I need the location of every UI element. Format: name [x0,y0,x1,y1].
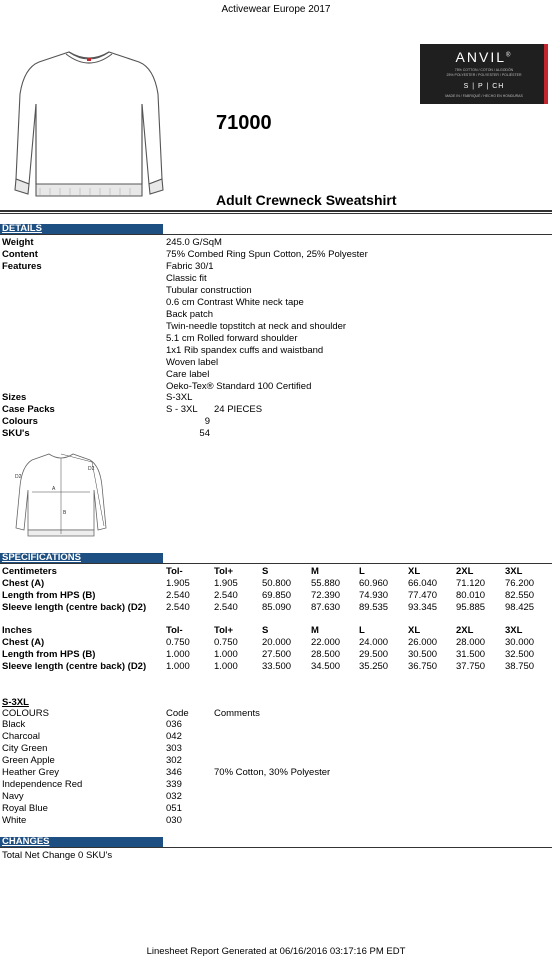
spec-cell: 22.000 [311,637,341,648]
catalog-title: Activewear Europe 2017 [221,4,331,15]
spec-header: 2XL [456,566,474,577]
spec-cell: 37.750 [456,661,486,672]
spec-cell: 72.390 [311,590,341,601]
weight-value: 245.0 G/SqM [166,237,222,248]
feature-item: Back patch [166,309,213,320]
weight-label: Weight [2,237,34,248]
spec-cell: 85.090 [262,602,292,613]
spec-row-label: Length from HPS (B) [2,590,96,601]
spec-header: S [262,566,269,577]
spec-cell: 76.200 [505,578,535,589]
changes-text: Total Net Change 0 SKU's [2,850,113,861]
spec-cell: 95.885 [456,602,486,613]
spec-cell: 34.500 [311,661,341,672]
feature-item: Oeko-Tex® Standard 100 Certified [166,381,312,392]
colour-name: Navy [2,791,24,802]
spec-header: Tol- [166,566,183,577]
spec-cell: 20.000 [262,637,292,648]
colours-count: 9 [204,416,210,427]
spec-cell: 87.630 [311,602,341,613]
colour-name: Green Apple [2,755,55,766]
colour-name: City Green [2,743,48,754]
spec-cell: 2.540 [214,590,238,601]
spec-header: 2XL [456,625,474,636]
feature-item: Classic fit [166,273,207,284]
colour-code: 032 [166,791,182,802]
code-header: Code [166,708,189,719]
spec-cell: 1.000 [166,649,190,660]
svg-text:A: A [52,486,56,492]
spec-cell: 35.250 [359,661,389,672]
spec-cell: 74.930 [359,590,389,601]
feature-item: Care label [166,369,210,380]
sweatshirt-illustration [14,44,164,204]
colours-label: Colours [2,416,38,427]
spec-header: S [262,625,269,636]
colour-name: Heather Grey [2,767,60,778]
colour-name: White [2,815,27,826]
spec-cell: 98.425 [505,602,535,613]
feature-item: 1x1 Rib spandex cuffs and waistband [166,345,324,356]
spec-cell: 1.000 [166,661,190,672]
feature-item: Twin-needle topstitch at neck and shoulder [166,321,347,332]
spec-cell: 82.550 [505,590,535,601]
spec-cell: 2.540 [166,602,190,613]
spec-header: Inches [2,625,33,636]
spec-cell: 55.880 [311,578,341,589]
spec-cell: 2.540 [166,590,190,601]
spec-cell: 24.000 [359,637,389,648]
changes-section-header: CHANGES [0,837,163,848]
feature-item: 0.6 cm Contrast White neck tape [166,297,304,308]
spec-cell: 30.000 [505,637,535,648]
case-packs-qty: 24 PIECES [214,404,263,415]
feature-item: Woven label [166,357,219,368]
details-section-header: DETAILS [0,224,163,235]
spec-cell: 1.905 [214,578,238,589]
spec-cell: 30.500 [408,649,438,660]
specifications-section-header: SPECIFICATIONS [0,553,163,564]
spec-cell: 1.905 [166,578,190,589]
spec-header: M [311,566,319,577]
colours-size-range: S-3XL [2,697,29,708]
spec-row-label: Sleeve length (centre back) (D2) [2,661,147,672]
measurement-diagram [14,448,109,543]
features-label: Features [2,261,42,272]
spec-cell: 2.540 [214,602,238,613]
spec-row-label: Chest (A) [2,637,45,648]
spec-header: XL [408,625,421,636]
spec-row-label: Sleeve length (centre back) (D2) [2,602,147,613]
spec-cell: 38.750 [505,661,535,672]
anvil-logo: ANVIL® 75% COTTON / COTON / ALGODÓN 25% POLYESTER / POLYESTER / POLIÉSTER S | P | CH MADE IN / FABRIQUÉ / HECHO EN HONDURAS [420,44,548,104]
spec-cell: 33.500 [262,661,292,672]
spec-header: L [359,625,365,636]
spec-cell: 50.800 [262,578,292,589]
spec-cell: 1.000 [214,649,238,660]
feature-item: 5.1 cm Rolled forward shoulder [166,333,298,344]
svg-text:D2: D2 [15,474,22,480]
title-divider [0,210,552,212]
style-name: Adult Crewneck Sweatshirt [216,192,397,208]
spec-cell: 31.500 [456,649,486,660]
style-number: 71000 [216,112,272,134]
colour-code: 303 [166,743,182,754]
svg-text:D2: D2 [88,466,95,472]
spec-header: Tol+ [214,566,234,577]
spec-header: XL [408,566,421,577]
colour-code: 346 [166,767,182,778]
spec-cell: 28.000 [456,637,486,648]
comments-header: Comments [214,708,260,719]
spec-cell: 80.010 [456,590,486,601]
spec-header: M [311,625,319,636]
spec-cell: 1.000 [214,661,238,672]
skus-count: 54 [199,428,210,439]
colour-code: 302 [166,755,182,766]
spec-cell: 0.750 [166,637,190,648]
sizes-value: S-3XL [166,392,193,403]
colour-name: Royal Blue [2,803,48,814]
spec-cell: 66.040 [408,578,438,589]
case-packs-label: Case Packs [2,404,55,415]
spec-row-label: Length from HPS (B) [2,649,96,660]
colour-code: 030 [166,815,182,826]
spec-cell: 69.850 [262,590,292,601]
neck-label-icon [87,58,91,61]
colour-comment: 70% Cotton, 30% Polyester [214,767,331,778]
content-value: 75% Combed Ring Spun Cotton, 25% Polyester [166,249,368,260]
feature-item: Tubular construction [166,285,252,296]
spec-header: Centimeters [2,566,57,577]
report-footer: Linesheet Report Generated at 06/16/2016 03:17:16 PM EDT [146,946,406,957]
spec-header: 3XL [505,566,523,577]
spec-cell: 36.750 [408,661,438,672]
sizes-label: Sizes [2,392,27,403]
skus-label: SKU's [2,428,30,439]
spec-cell: 77.470 [408,590,438,601]
spec-cell: 27.500 [262,649,292,660]
colour-name: Black [2,719,26,730]
colour-code: 042 [166,731,182,742]
spec-cell: 71.120 [456,578,486,589]
colour-code: 036 [166,719,182,730]
feature-item: Fabric 30/1 [166,261,214,272]
content-label: Content [2,249,38,260]
spec-cell: 26.000 [408,637,438,648]
svg-text:B: B [63,510,67,516]
colours-header: COLOURS [2,708,49,719]
spec-cell: 29.500 [359,649,389,660]
spec-cell: 93.345 [408,602,438,613]
spec-cell: 32.500 [505,649,535,660]
spec-cell: 60.960 [359,578,389,589]
spec-row-label: Chest (A) [2,578,45,589]
spec-cell: 89.535 [359,602,389,613]
case-packs-range: S - 3XL [166,404,198,415]
spec-header: 3XL [505,625,523,636]
spec-cell: 0.750 [214,637,238,648]
colour-name: Charcoal [2,731,41,742]
spec-header: Tol- [166,625,183,636]
spec-header: Tol+ [214,625,234,636]
spec-cell: 28.500 [311,649,341,660]
colour-code: 339 [166,779,182,790]
colour-code: 051 [166,803,182,814]
colour-name: Independence Red [2,779,83,790]
spec-header: L [359,566,365,577]
